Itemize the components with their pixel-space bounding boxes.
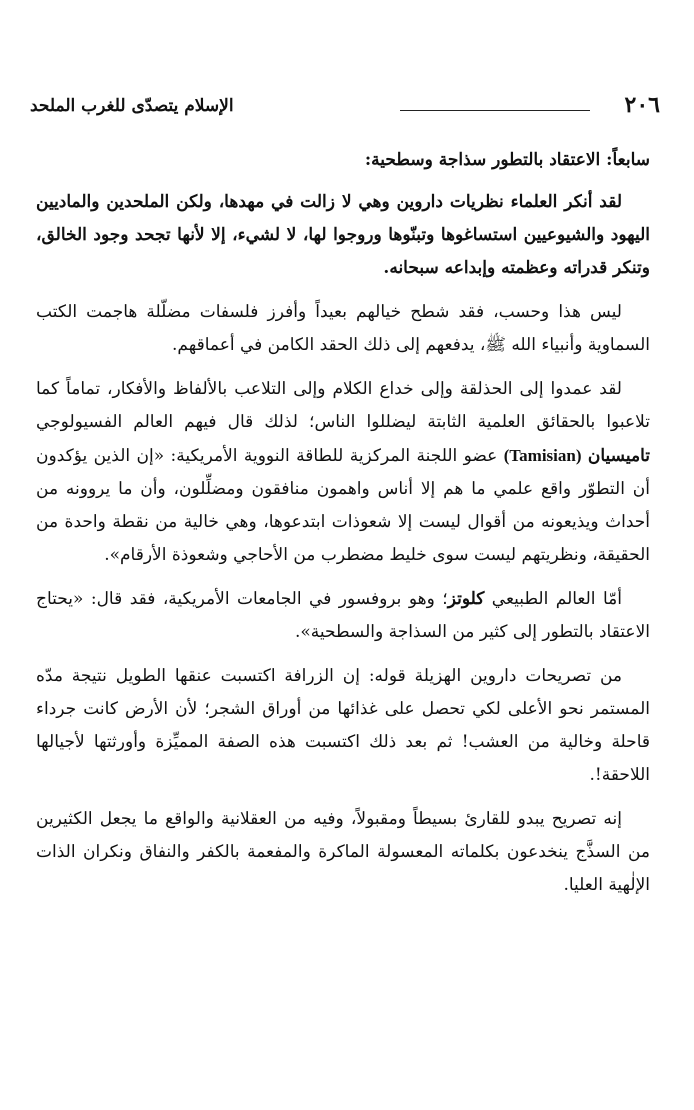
paragraph-3-text-a: لقد عمدوا إلى الحذلقة وإلى خداع الكلام وإلى التلاعب بالألفاظ والأفكار، تماماً كما تلاعبوا بالحقائق العلمية الثابتة ليضللوا الناس؛ لذلك قال فيهم العالم الفسيولوجي: [36, 379, 650, 432]
paragraph-2: ليس هذا وحسب، فقد شطح خيالهم بعيداً وأفرز فلسفات مضلّلة هاجمت الكتب السماوية وأنبياء الله ﷺ، يدفعهم إلى ذلك الحقد الكامن في أعماقهم.: [36, 302, 650, 355]
scientist-name-tamisian: تاميسيان: [587, 446, 650, 466]
paragraph-4-text-a: أمّا العالم الطبيعي: [484, 589, 623, 609]
paragraph-3-text-b: عضو اللجنة المركزية للطاقة النووية الأمريكية: «إن الذين يؤكدون أن التطوّر واقع علمي ما هم إلا أناس واهمون منافقون ومضلِّلون، وأن ما يروونه من أحداث ويذيعونه من أقوال ليست إلا شعوذات ابتدعوها، وهي خالية من نقطة واحدة من الحقيقة، ونظريتهم ليست سوى خليط مضطرب من الأحاجي وشعوذة الأرقام».: [36, 446, 650, 565]
paragraph-5: من تصريحات داروين الهزيلة قوله: إن الزرافة اكتسبت عنقها الطويل نتيجة مدّه المستمر نحو الأعلى لكي تحصل على غذائها من أوراق الشجر؛ لأن الأرض كانت جرداء قاحلة وخالية من العشب! ثم بعد ذلك اكتسبت هذه الصفة المميِّزة وأورثتها لأجيالها اللاحقة!.: [36, 666, 650, 785]
header-rule: [400, 110, 590, 111]
paragraph-4: [36, 583, 650, 649]
scientist-name-klotz: كلوتز: [447, 589, 485, 609]
page-body: [36, 146, 650, 913]
page-number: ٢٠٦: [624, 92, 660, 118]
scientist-latin-name: (Tamisian): [503, 446, 582, 465]
paragraph-6: إنه تصريح يبدو للقارئ بسيطاً ومقبولاً، وفيه من العقلانية والواقع ما يجعل الكثيرين من السذَّج ينخدعون بكلماته المعسولة الماكرة والمفعمة بالكفر والنفاق ونكران الذات الإلٰهية العليا.: [36, 809, 650, 895]
running-header: [30, 92, 660, 120]
section-heading: سابعاً: الاعتقاد بالتطور سذاجة وسطحية:: [364, 150, 650, 170]
paragraph-1: لقد أنكر العلماء نظريات داروين وهي لا زالت في مهدها، ولكن الملحدين والماديين اليهود والشيوعيين استساغوها وتبنّوها وروجوا لها، لا لشيء، إلا لأنها تجحد وجود الخالق، وتنكر قدراته وعظمته وإبداعه سبحانه.: [36, 192, 650, 278]
book-title: الإسلام يتصدّى للغرب الملحد: [30, 96, 234, 116]
paragraph-3: [36, 373, 650, 572]
paragraph-4-text-b: ؛ وهو بروفسور في الجامعات الأمريكية، فقد قال: «يحتاج الاعتقاد بالتطور إلى كثير من السذاجة والسطحية».: [36, 589, 650, 642]
